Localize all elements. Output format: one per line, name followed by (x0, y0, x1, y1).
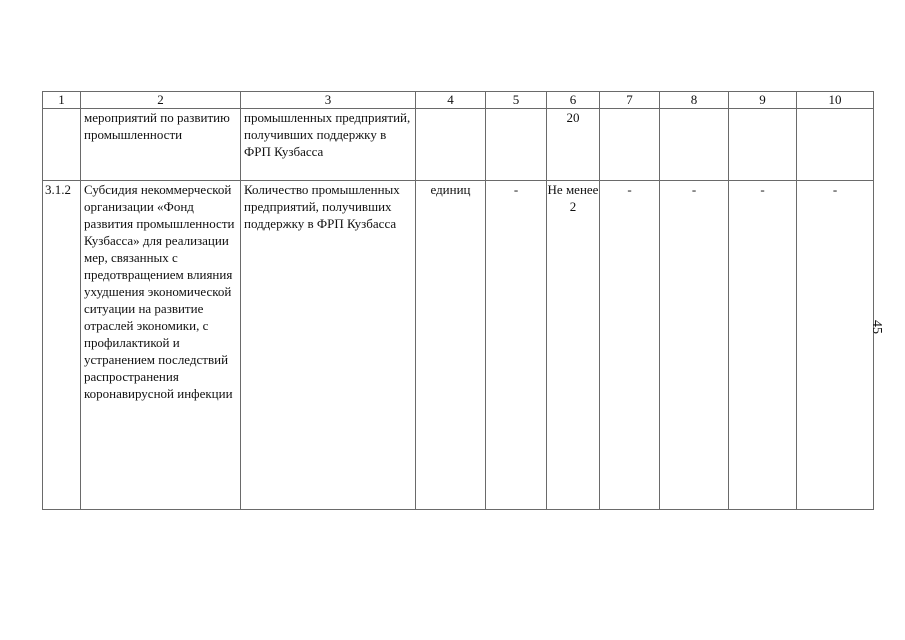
cell-indicator-name: Количество промышленных предприятий, получивших поддержку в ФРП Кузбасса (241, 181, 416, 510)
header-cell-8: 8 (660, 92, 729, 109)
continuation-row (43, 109, 874, 181)
header-cell-7: 7 (600, 92, 660, 109)
cell-number: 3.1.2 (43, 181, 81, 510)
cell-col7: - (600, 181, 660, 510)
header-cell-10: 10 (797, 92, 874, 109)
header-cell-6: 6 (547, 92, 600, 109)
header-cell-3: 3 (241, 92, 416, 109)
cell-unit (416, 109, 486, 181)
cell-col9: - (729, 181, 797, 510)
header-cell-2: 2 (81, 92, 241, 109)
header-cell-1: 1 (43, 92, 81, 109)
cell-number (43, 109, 81, 181)
cell-col7 (600, 109, 660, 181)
cell-event-name: Субсидия некоммерческой организации «Фонд развития промышленности Кузбасса» для реализации мер, связанных с предотвращением влияния ухудшения экономической ситуации на развитие отраслей экономики, с профилактикой и устранением последствий распространения коронавирусной инфекции (81, 181, 241, 510)
cell-event-name: мероприятий по развитию промышленности (81, 109, 241, 181)
cell-col8 (660, 109, 729, 181)
cell-col6: Не менее 2 (547, 181, 600, 510)
page-number: 45 (869, 320, 884, 334)
cell-col5 (486, 109, 547, 181)
header-cell-4: 4 (416, 92, 486, 109)
header-row (43, 92, 874, 109)
cell-unit: единиц (416, 181, 486, 510)
table-row-3-1-2 (43, 181, 874, 510)
header-cell-9: 9 (729, 92, 797, 109)
cell-col10 (797, 109, 874, 181)
cell-col6: 20 (547, 109, 600, 181)
header-cell-5: 5 (486, 92, 547, 109)
cell-col9 (729, 109, 797, 181)
indicators-table (42, 91, 874, 510)
cell-indicator-name: промышленных предприятий, получивших поддержку в ФРП Кузбасса (241, 109, 416, 181)
cell-col5: - (486, 181, 547, 510)
cell-col10: - (797, 181, 874, 510)
cell-col8: - (660, 181, 729, 510)
